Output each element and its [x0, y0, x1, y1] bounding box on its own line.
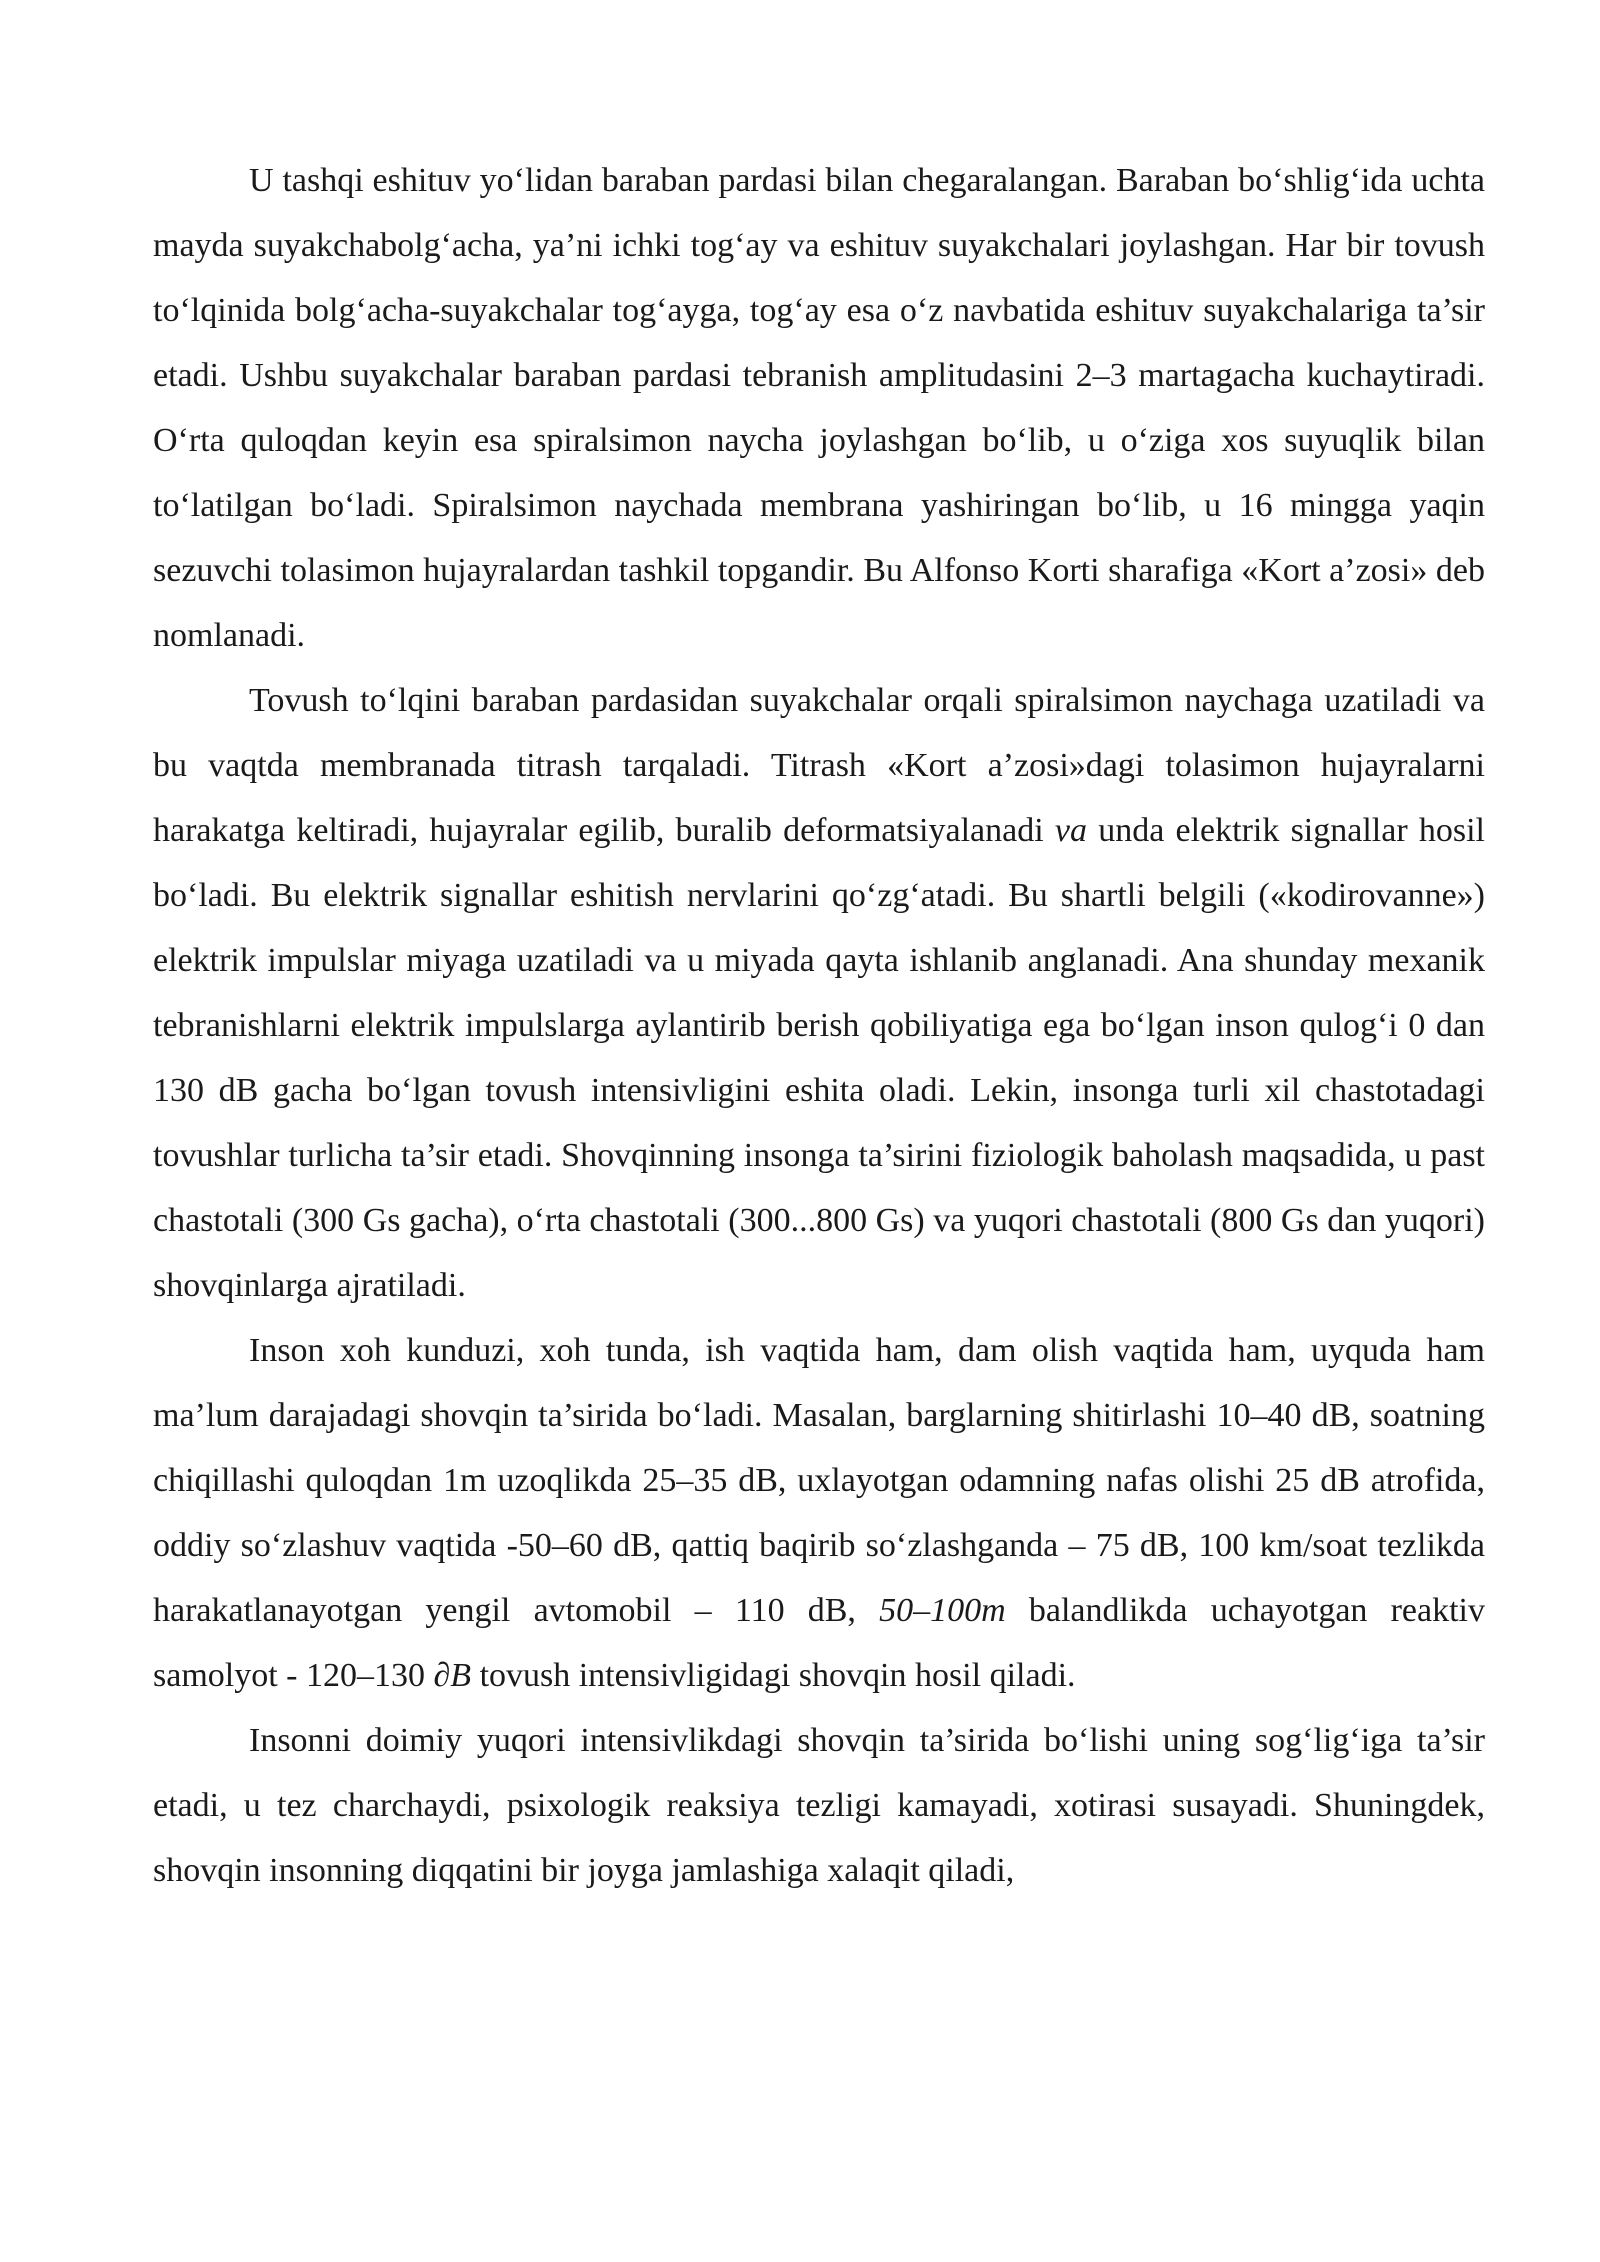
paragraph	[153, 148, 1485, 668]
paragraph	[153, 1708, 1485, 1903]
paragraph-text: tovush intensivligidagi shovqin hosil qiladi.	[471, 1657, 1076, 1694]
italic-text: 50–100m	[879, 1592, 1006, 1629]
paragraph-text: unda elektrik signallar hosil bo‘ladi. Bu elektrik signallar eshitish nervlarini qo‘zg‘atadi. Bu shartli belgili («kodirovanne») elektrik impulslar miyaga uzatiladi va u miyada qayta ishlanib anglanadi. Ana shunday mexanik tebranishlarni elektrik impulslarga aylantirib berish qobiliyatiga ega bo‘lgan inson qulog‘i 0 dan 130 dB gacha bo‘lgan tovush intensivligini eshita oladi. Lekin, insonga turli xil chastotadagi tovushlar turlicha ta’sir etadi. Shovqinning insonga ta’sirini fiziologik baholash maqsadida, u past chastotali (300 Gs gacha), o‘rta chastotali (300...800 Gs) va yuqori chastotali (800 Gs dan yuqori) shovqinlarga ajratiladi.	[153, 812, 1485, 1304]
paragraph-text: Tovush to‘lqini baraban pardasidan suyakchalar orqali spiralsimon naychaga uzatiladi va bu vaqtda membranada titrash tarqaladi. Titrash «Kort a’zosi»dagi tolasimon hujayralarni harakatga keltiradi, hujayralar egilib, buralib deformatsiyalanadi	[153, 682, 1485, 849]
document-page	[153, 148, 1485, 1903]
italic-text: ∂B	[433, 1657, 472, 1694]
paragraph-text: Insonni doimiy yuqori intensivlikdagi shovqin ta’sirida bo‘lishi uning sog‘lig‘iga ta’sir etadi, u tez charchaydi, psixologik reaksiya tezligi kamayadi, xotirasi susayadi. Shuningdek, shovqin insonning diqqatini bir joyga jamlashiga xalaqit qiladi,	[153, 1722, 1485, 1889]
paragraph	[153, 1318, 1485, 1708]
paragraph-text: Inson xoh kunduzi, xoh tunda, ish vaqtida ham, dam olish vaqtida ham, uyquda ham ma’lum darajadagi shovqin ta’sirida bo‘ladi. Masalan, barglarning shitirlashi 10–40 dB, soatning chiqillashi quloqdan 1m uzoqlikda 25–35 dB, uxlayotgan odamning nafas olishi 25 dB atrofida, oddiy so‘zlashuv vaqtida -50–60 dB, qattiq baqirib so‘zlashganda – 75 dB, 100 km/soat tezlikda harakatlanayotgan yengil avtomobil – 110 dB,	[153, 1332, 1485, 1629]
paragraph-text: balandlikda uchayotgan reaktiv samolyot - 120–130	[153, 1592, 1486, 1694]
paragraph	[153, 668, 1485, 1318]
paragraph-text: U tashqi eshituv yo‘lidan baraban pardasi bilan chegaralangan. Baraban bo‘shlig‘ida uchta mayda suyakchabolg‘acha, ya’ni ichki tog‘ay va eshituv suyakchalari joylashgan. Har bir tovush to‘lqinida bolg‘acha-suyakchalar tog‘ayga, tog‘ay esa o‘z navbatida eshituv suyakchalariga ta’sir etadi. Ushbu suyakchalar baraban pardasi tebranish amplitudasini 2–3 martagacha kuchaytiradi. O‘rta quloqdan keyin esa spiralsimon naycha joylashgan bo‘lib, u o‘ziga xos suyuqlik bilan to‘latilgan bo‘ladi. Spiralsimon naychada membrana yashiringan bo‘lib, u 16 mingga yaqin sezuvchi tolasimon hujayralardan tashkil topgandir. Bu Alfonso Korti sharafiga «Kort a’zosi» deb nomlanadi.	[153, 162, 1485, 654]
italic-text: va	[1054, 812, 1087, 849]
